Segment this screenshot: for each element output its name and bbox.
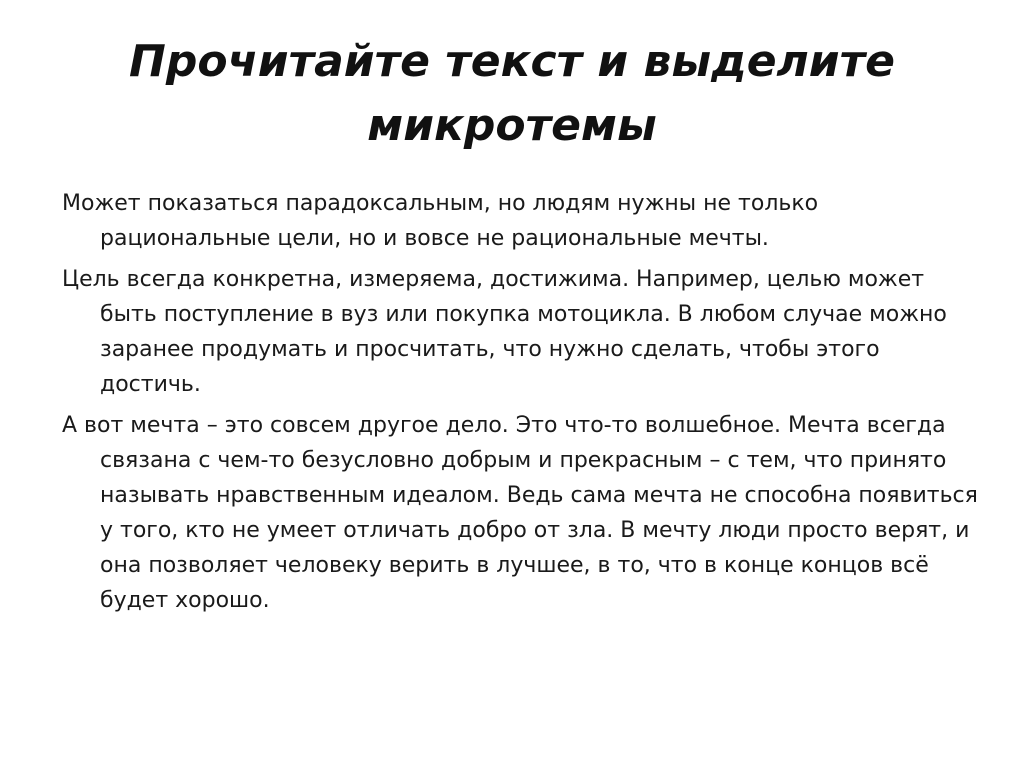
paragraph-3: А вот мечта – это совсем другое дело. Это что-то волшебное. Мечта всегда связана с чем-то безусловно добрым и прекрасным – с тем, что принято называть нравственным идеалом. Ведь сама мечта не способна появиться у того, кто не умеет отличать добро от зла. В мечту люди просто верят, и она позволяет человеку верить в лучшее, в то, что в конце концов всё будет хорошо.	[62, 413, 978, 613]
paragraph-1: Может показаться парадоксальным, но людям нужны не только рациональные цели, но и вовсе не рациональные мечты.	[62, 191, 819, 251]
paragraph-2: Цель всегда конкретна, измеряема, достижима. Например, целью может быть поступление в вуз или покупка мотоцикла. В любом случае можно заранее продумать и просчитать, что нужно сделать, чтобы этого достичь.	[62, 267, 947, 397]
slide-body	[62, 186, 982, 624]
slide-title: Прочитайте текст и выделите микротемы	[129, 36, 895, 151]
